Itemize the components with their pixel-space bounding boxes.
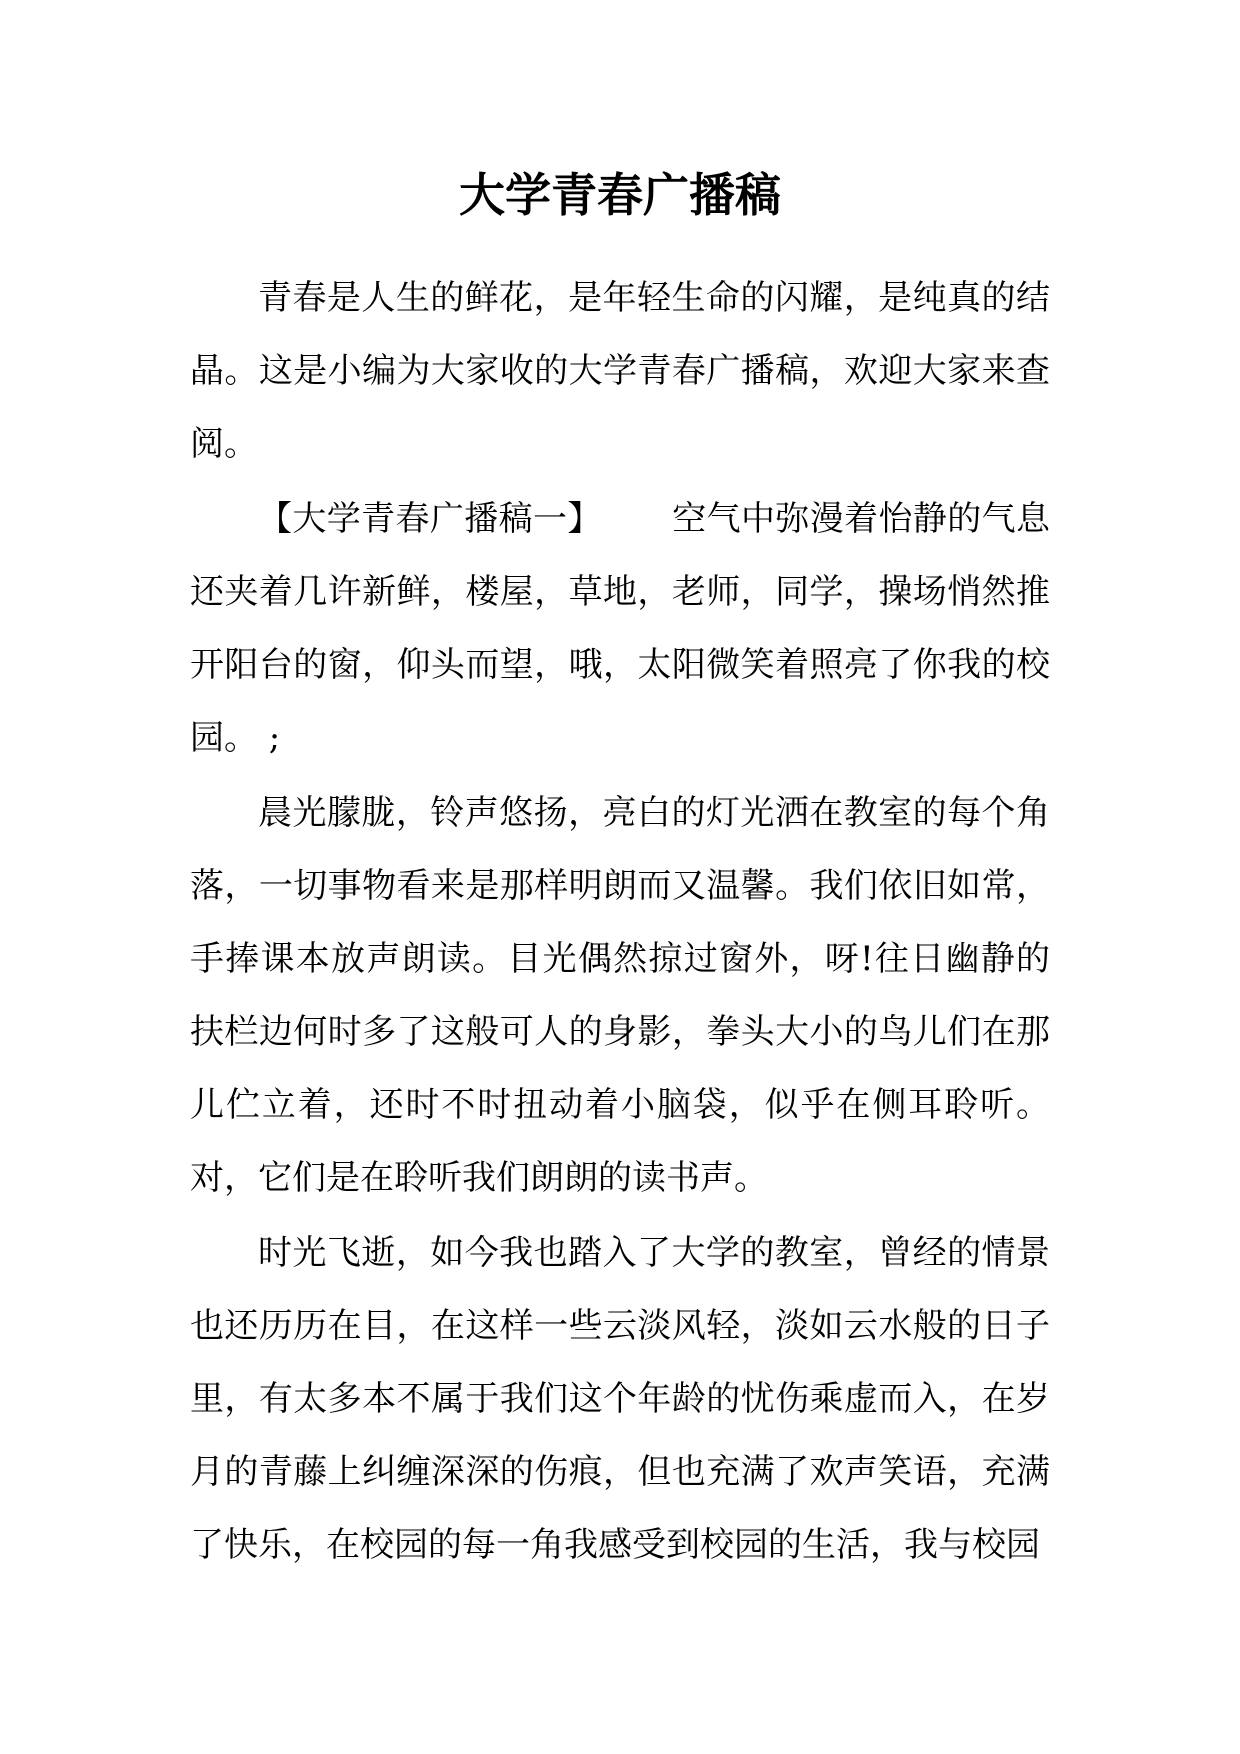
document-body [190,262,1050,1582]
paragraph-time: 时光飞逝，如今我也踏入了大学的教室，曾经的情景也还历历在目，在这样一些云淡风轻，淡如云水般的日子里，有太多本不属于我们这个年龄的忧伤乘虚而入，在岁月的青藤上纠缠深深的伤痕，但也充满了欢声笑语，充满了快乐，在校园的每一角我感受到校园的生活，我与校园 [190,1233,1050,1565]
section-one-text: 空气中弥漫着怡静的气息还夹着几许新鲜，楼屋，草地，老师，同学，操场悄然推开阳台的窗，仰头而望，哦，太阳微笑着照亮了你我的校园。 ; [190,499,1051,758]
document-title: 大学青春广播稿 [459,168,781,222]
paragraph-morning: 晨光朦胧，铃声悠扬，亮白的灯光洒在教室的每个角落，一切事物看来是那样明朗而又温馨。我们依旧如常，手捧课本放声朗读。目光偶然掠过窗外，呀!往日幽静的扶栏边何时多了这般可人的身影，拳头大小的鸟儿们在那儿伫立着，还时不时扭动着小脑袋，似乎在侧耳聆听。对，它们是在聆听我们朗朗的读书声。 [190,793,1050,1198]
section-one-heading: 【大学青春广播稿一】 [258,499,602,539]
paragraph-intro: 青春是人生的鲜花，是年轻生命的闪耀，是纯真的结晶。这是小编为大家收的大学青春广播稿，欢迎大家来查阅。 [190,278,1050,464]
paragraph-section-one [190,483,1050,775]
